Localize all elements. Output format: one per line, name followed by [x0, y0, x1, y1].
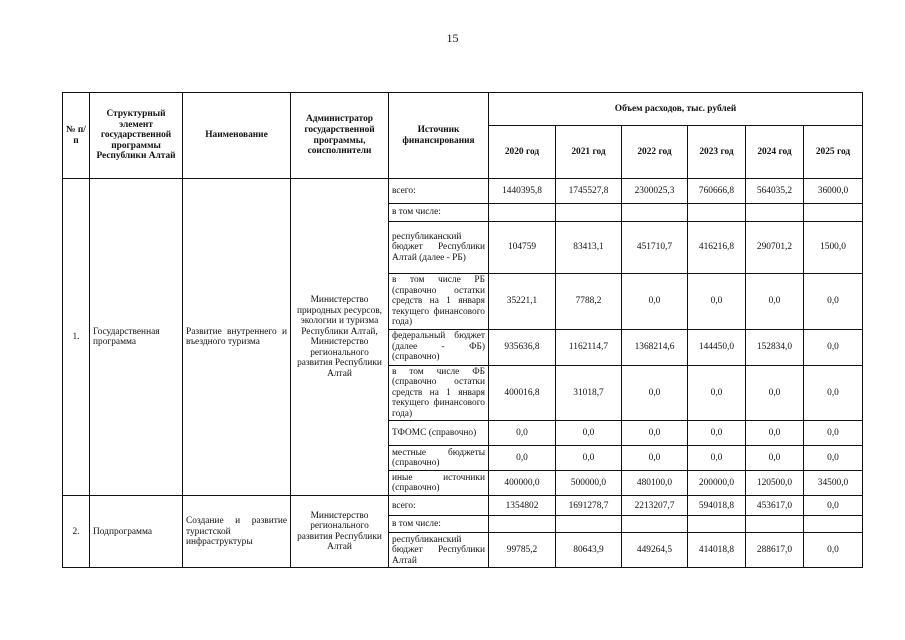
- program-name: Создание и развитие туристской инфраструктуры: [183, 496, 291, 568]
- expense-value: [746, 204, 804, 222]
- expense-value: 1500,0: [804, 222, 863, 274]
- funding-source: федеральный бюджет (далее - ФБ) (справочно): [389, 329, 489, 365]
- header-name: Наименование: [183, 93, 291, 179]
- expense-value: 0,0: [746, 274, 804, 330]
- expenditure-table: [62, 92, 863, 568]
- expense-value: 1354802: [489, 496, 556, 516]
- expense-value: 500000,0: [556, 471, 622, 496]
- expense-value: 2300025,3: [622, 179, 688, 204]
- expense-value: 35221,1: [489, 274, 556, 330]
- funding-source: всего:: [389, 496, 489, 516]
- row-number: 2.: [63, 496, 90, 568]
- expense-value: 0,0: [746, 365, 804, 421]
- expense-value: 0,0: [688, 365, 746, 421]
- header-year: 2021 год: [556, 126, 622, 179]
- expense-value: 1162114,7: [556, 329, 622, 365]
- expense-value: 0,0: [746, 421, 804, 446]
- expense-value: 594018,8: [688, 496, 746, 516]
- expense-value: 288617,0: [746, 533, 804, 568]
- expense-value: 1440395,8: [489, 179, 556, 204]
- header-source: Источник финансирования: [389, 93, 489, 179]
- header-year: 2024 год: [746, 126, 804, 179]
- expense-value: 36000,0: [804, 179, 863, 204]
- expense-value: [688, 516, 746, 533]
- expense-value: 0,0: [804, 496, 863, 516]
- program-administrator: Министерство регионального развития Республики Алтай: [291, 496, 389, 568]
- funding-source: местные бюджеты (справочно): [389, 446, 489, 471]
- expense-value: 0,0: [489, 446, 556, 471]
- expense-value: 290701,2: [746, 222, 804, 274]
- program-name: Развитие внутреннего и въездного туризма: [183, 179, 291, 496]
- expense-value: [489, 204, 556, 222]
- expense-value: 152834,0: [746, 329, 804, 365]
- expense-value: 0,0: [622, 274, 688, 330]
- expense-value: 1691278,7: [556, 496, 622, 516]
- expense-value: 449264,5: [622, 533, 688, 568]
- expense-value: [489, 516, 556, 533]
- expense-value: 0,0: [622, 421, 688, 446]
- table-header: [63, 93, 863, 179]
- expense-value: 935636,8: [489, 329, 556, 365]
- expense-value: 0,0: [688, 421, 746, 446]
- structural-element: Подпрограмма: [90, 496, 183, 568]
- expense-value: 453617,0: [746, 496, 804, 516]
- expense-value: 0,0: [622, 446, 688, 471]
- structural-element: Государственная программа: [90, 179, 183, 496]
- header-admin: Администратор государственной программы, соисполнители: [291, 93, 389, 179]
- expense-value: [746, 516, 804, 533]
- header-volume: Объем расходов, тыс. рублей: [489, 93, 863, 126]
- expense-value: 2213207,7: [622, 496, 688, 516]
- expense-value: 480100,0: [622, 471, 688, 496]
- header-year: 2020 год: [489, 126, 556, 179]
- expense-value: 99785,2: [489, 533, 556, 568]
- expense-value: [622, 516, 688, 533]
- expense-value: 564035,2: [746, 179, 804, 204]
- expense-value: 200000,0: [688, 471, 746, 496]
- header-year: 2023 год: [688, 126, 746, 179]
- funding-source: в том числе:: [389, 516, 489, 533]
- funding-source: республиканский бюджет Республики Алтай (далее - РБ): [389, 222, 489, 274]
- header-no: № п/п: [63, 93, 90, 179]
- expense-value: 80643,9: [556, 533, 622, 568]
- table-row: [63, 179, 863, 204]
- funding-source: всего:: [389, 179, 489, 204]
- expense-value: 1745527,8: [556, 179, 622, 204]
- expense-value: 0,0: [804, 274, 863, 330]
- header-year: 2022 год: [622, 126, 688, 179]
- header-year: 2025 год: [804, 126, 863, 179]
- funding-source: в том числе РБ (справочно остатки средств на 1 января текущего финансового года): [389, 274, 489, 330]
- expense-value: 760666,8: [688, 179, 746, 204]
- expense-value: [804, 516, 863, 533]
- expense-value: 0,0: [804, 421, 863, 446]
- expense-value: 1368214,6: [622, 329, 688, 365]
- expense-value: [804, 204, 863, 222]
- expense-value: 144450,0: [688, 329, 746, 365]
- row-number: 1.: [63, 179, 90, 496]
- expense-value: 0,0: [804, 329, 863, 365]
- expense-value: 0,0: [804, 446, 863, 471]
- expense-value: [556, 204, 622, 222]
- expense-value: 0,0: [688, 274, 746, 330]
- expense-value: 0,0: [556, 421, 622, 446]
- expense-value: 0,0: [688, 446, 746, 471]
- expense-value: 0,0: [804, 533, 863, 568]
- program-administrator: Министерство природных ресурсов, экологии и туризма Республики Алтай, Министерство регионального развития Республики Алтай: [291, 179, 389, 496]
- expense-value: 0,0: [622, 365, 688, 421]
- funding-source: иные источники (справочно): [389, 471, 489, 496]
- expense-value: 0,0: [746, 446, 804, 471]
- expense-value: 400000,0: [489, 471, 556, 496]
- expense-value: [622, 204, 688, 222]
- funding-source: ТФОМС (справочно): [389, 421, 489, 446]
- funding-source: республиканский бюджет Республики Алтай: [389, 533, 489, 568]
- expense-value: 414018,8: [688, 533, 746, 568]
- funding-source: в том числе ФБ (справочно остатки средств на 1 января текущего финансового года): [389, 365, 489, 421]
- expense-value: 0,0: [489, 421, 556, 446]
- expense-value: 120500,0: [746, 471, 804, 496]
- expense-value: 7788,2: [556, 274, 622, 330]
- expense-value: 34500,0: [804, 471, 863, 496]
- expense-value: 451710,7: [622, 222, 688, 274]
- expense-value: 0,0: [556, 446, 622, 471]
- expense-value: 104759: [489, 222, 556, 274]
- expense-value: 416216,8: [688, 222, 746, 274]
- funding-source: в том числе:: [389, 204, 489, 222]
- expense-value: 31018,7: [556, 365, 622, 421]
- page-number: 15: [446, 31, 459, 45]
- expense-value: [688, 204, 746, 222]
- table-row: [63, 496, 863, 516]
- expense-value: 83413,1: [556, 222, 622, 274]
- header-element: Структурный элемент государственной программы Республики Алтай: [90, 93, 183, 179]
- expense-value: 0,0: [804, 365, 863, 421]
- expense-value: [556, 516, 622, 533]
- expense-value: 400016,8: [489, 365, 556, 421]
- table-body: [63, 179, 863, 568]
